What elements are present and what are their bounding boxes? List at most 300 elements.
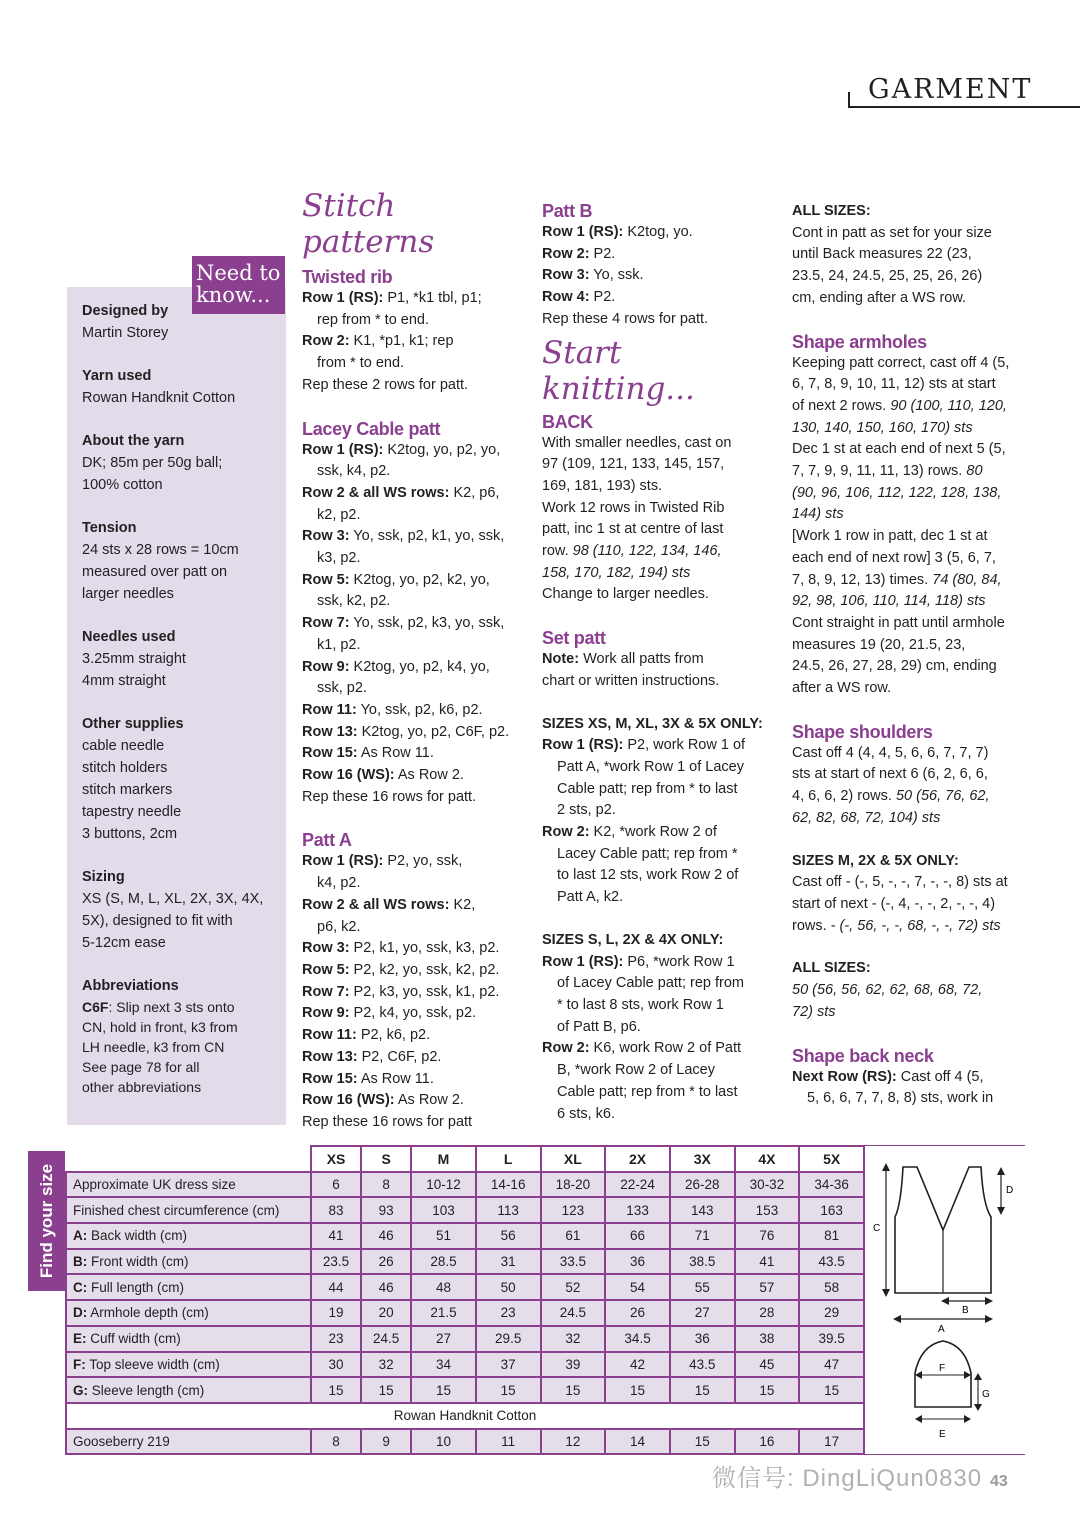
row-label <box>66 1274 311 1300</box>
row-instruction <box>302 1069 527 1091</box>
yarn-name-row <box>66 1403 864 1429</box>
row-text: P2, work Row 1 of <box>623 737 746 754</box>
size-header: L <box>476 1146 541 1172</box>
row-text: P1, *k1 tbl, p1; <box>383 290 482 306</box>
find-your-size-label: Find your size <box>37 1163 56 1279</box>
yarn-name-cell: Rowan Handknit Cotton <box>66 1403 864 1429</box>
row-label <box>66 1352 311 1378</box>
measure-name: Full length (cm) <box>87 1279 185 1295</box>
table-cell: 48 <box>411 1274 476 1300</box>
table-cell: 19 <box>311 1300 361 1326</box>
note-label: Note: <box>542 651 580 668</box>
sizes-heading: SIZES M, 2X & 5X ONLY: <box>792 852 959 869</box>
table-cell: 14 <box>605 1429 670 1455</box>
row-instruction <box>302 722 527 744</box>
row-text: P2, k6, p2. <box>356 1027 431 1044</box>
label-c: C <box>873 1223 881 1234</box>
table-cell: 46 <box>361 1274 411 1300</box>
row-label: Row 4: <box>542 289 590 306</box>
text-line: 169, 181, 193) sts. <box>542 477 663 494</box>
text-line: Cast off 4 (4, 4, 5, 6, 6, 7, 7, 7) <box>792 744 989 761</box>
row-label: Row 9: <box>302 1005 350 1022</box>
table-cell: 163 <box>799 1197 864 1223</box>
text-line: Work 12 rows in Twisted Rib <box>542 499 725 516</box>
size-header: 4X <box>735 1146 800 1172</box>
row-text: As Row 2. <box>394 1092 464 1109</box>
arrow-head <box>964 1371 971 1379</box>
text-line: Cont straight in patt until armhole <box>792 614 1005 631</box>
row-instruction <box>302 982 527 1004</box>
row-continuation: rep from * to end. <box>317 311 430 328</box>
row-continuation: k1, p2. <box>317 636 361 653</box>
table-cell: 34 <box>411 1352 476 1378</box>
abbreviation-line: See page 78 for all <box>82 1059 200 1075</box>
sizes-heading: ALL SIZES: <box>792 203 871 219</box>
text-line <box>792 786 1052 808</box>
measure-key: B: <box>73 1254 88 1270</box>
section-line: XS (S, M, L, XL, 2X, 3X, 4X, <box>82 891 264 907</box>
table-cell: 15 <box>605 1377 670 1403</box>
table-cell: 32 <box>361 1352 411 1378</box>
repeat-note: Rep these 4 rows for patt. <box>542 310 709 327</box>
row-continuation: ssk, k2, p2. <box>317 593 391 610</box>
table-cell: 58 <box>799 1274 864 1300</box>
arrow-head <box>985 1315 993 1323</box>
row-text: K2tog, yo, p2, k2, yo, <box>349 571 490 588</box>
row-instruction <box>302 1003 527 1025</box>
table-cell: 26 <box>605 1300 670 1326</box>
row-text: Yo, ssk, p2, k3, yo, ssk, <box>349 615 505 632</box>
row-label <box>66 1377 311 1403</box>
row-label <box>66 1326 311 1352</box>
page-number: 43 <box>990 1473 1008 1490</box>
text-line: [Work 1 row in patt, dec 1 st at <box>792 528 988 545</box>
section-line: tapestry needle <box>82 804 182 820</box>
row-instruction <box>542 1038 782 1060</box>
text-line <box>792 916 1052 938</box>
table-cell: 11 <box>476 1429 541 1455</box>
row-instruction <box>302 331 527 353</box>
row-text: P2. <box>589 245 616 262</box>
stitch-count: - (-, 56, -, -, 68, -, -, 72) sts <box>830 917 1001 934</box>
row-text: Cast off 4 (5, <box>896 1068 984 1085</box>
section-line: 3 buttons, 2cm <box>82 826 178 842</box>
table-cell: 12 <box>541 1429 606 1455</box>
row-text: K2tog, yo. <box>623 224 693 240</box>
arrow-head <box>882 1163 890 1171</box>
sizes-heading: SIZES S, L, 2X & 4X ONLY: <box>542 931 724 948</box>
size-header-row <box>66 1146 864 1172</box>
measure-name: Top sleeve width (cm) <box>85 1356 220 1372</box>
measure-name: Cuff width (cm) <box>86 1331 181 1347</box>
table-cell: 32 <box>541 1326 606 1352</box>
row-instruction <box>302 570 527 592</box>
row-label: Row 5: <box>302 961 350 978</box>
table-cell: 61 <box>541 1223 606 1249</box>
row-label: Row 1 (RS): <box>302 441 384 458</box>
text-line: 6, 7, 8, 9, 10, 11, 12) sts at start <box>792 376 996 393</box>
text-line: chart or written instructions. <box>542 672 720 689</box>
table-cell: 46 <box>361 1223 411 1249</box>
row-instruction <box>302 657 527 679</box>
stitch-count: 90 (100, 110, 120, <box>890 397 1007 414</box>
table-cell: 34.5 <box>605 1326 670 1352</box>
section-line: 3.25mm straight <box>82 651 186 667</box>
section-heading: Tension <box>82 520 137 536</box>
row-continuation: k3, p2. <box>317 550 361 567</box>
table-cell: 29 <box>799 1300 864 1326</box>
header-corner <box>66 1146 311 1172</box>
row-text: As Row 11. <box>357 745 434 762</box>
measure-key: F: <box>73 1356 86 1372</box>
size-header: 3X <box>670 1146 735 1172</box>
text-line: With smaller needles, cast on <box>542 434 732 451</box>
shape-back-neck-heading: Shape back neck <box>792 1045 934 1066</box>
table-cell: 30-32 <box>735 1172 800 1198</box>
arrow-head <box>893 1315 901 1323</box>
table-cell: 15 <box>361 1377 411 1403</box>
section-line: 5-12cm ease <box>82 935 166 951</box>
row-continuation: Patt A, k2. <box>557 889 624 906</box>
set-patt-heading: Set patt <box>542 628 606 649</box>
section-line: cable needle <box>82 738 165 754</box>
text-line <box>542 541 782 563</box>
size-header: XS <box>311 1146 361 1172</box>
section-line: stitch markers <box>82 782 173 798</box>
table-cell: 41 <box>735 1249 800 1275</box>
row-instruction <box>302 1047 527 1069</box>
need-to-know-panel <box>67 287 286 1125</box>
table-cell: 93 <box>361 1197 411 1223</box>
arrow-head <box>915 1371 922 1379</box>
table-cell: 23 <box>476 1300 541 1326</box>
stitch-count: 50 (56, 76, 62, <box>895 788 990 805</box>
table-cell: 55 <box>670 1274 735 1300</box>
table-cell: 21.5 <box>411 1300 476 1326</box>
row-continuation: of Lacey Cable patt; rep from <box>557 975 744 992</box>
sizes-heading: ALL SIZES: <box>792 960 871 977</box>
table-cell: 17 <box>799 1429 864 1455</box>
shape-shoulders-heading: Shape shoulders <box>792 721 933 742</box>
table-cell: 6 <box>311 1172 361 1198</box>
spacer <box>792 700 1052 721</box>
stitch-count: 50 (56, 56, 62, 62, 68, 68, 72, <box>792 982 983 999</box>
text-line: Cont in patt as set for your size <box>792 224 992 241</box>
text-line: patt, inc 1 st at centre of last <box>542 521 724 538</box>
note-text: Work all patts from <box>579 651 704 668</box>
row-label: Row 16 (WS): <box>302 1092 395 1109</box>
stitch-count: 74 (80, 84, <box>932 571 1002 588</box>
section-line: stitch holders <box>82 760 168 776</box>
table-cell: 10 <box>411 1429 476 1455</box>
wechat-watermark: 微信号: DingLiQun0830 <box>712 1465 983 1492</box>
row-label <box>66 1223 311 1249</box>
row-label: Row 2: <box>542 824 590 841</box>
table-cell: 43.5 <box>670 1352 735 1378</box>
spacer <box>302 808 527 829</box>
sizing-section <box>82 867 286 954</box>
row-label: Row 16 (WS): <box>302 767 395 784</box>
table-cell: 31 <box>476 1249 541 1275</box>
table-cell: 153 <box>735 1197 800 1223</box>
arrow-head <box>985 1297 993 1305</box>
table-cell: 15 <box>799 1377 864 1403</box>
table-cell: 15 <box>670 1377 735 1403</box>
section-line: measured over patt on <box>82 564 228 580</box>
row-text: K2, *work Row 2 of <box>589 824 717 841</box>
text-part: row. <box>542 543 573 560</box>
table-cell: 30 <box>311 1352 361 1378</box>
row-text: P2, k1, yo, ssk, k3, p2. <box>349 940 500 957</box>
stitch-count: 144) sts <box>792 506 844 523</box>
text-line: Change to larger needles. <box>542 586 709 603</box>
back-heading: BACK <box>542 411 593 432</box>
text-line: until Back measures 22 (23, <box>792 246 972 263</box>
row-instruction <box>542 222 782 244</box>
table-cell: 113 <box>476 1197 541 1223</box>
row-continuation: to last 12 sts, work Row 2 of <box>557 867 739 884</box>
row-instruction <box>302 743 527 765</box>
table-cell: 27 <box>670 1300 735 1326</box>
table-row <box>66 1377 864 1403</box>
label-b: B <box>962 1305 969 1316</box>
table-cell: 23.5 <box>311 1249 361 1275</box>
abbr-term: C6F <box>82 999 109 1015</box>
section-line: Rowan Handknit Cotton <box>82 390 236 406</box>
note-line <box>542 649 782 671</box>
table-cell: 29.5 <box>476 1326 541 1352</box>
row-label: Row 15: <box>302 1070 358 1087</box>
text-line: start of next - (-, 4, -, -, 2, -, -, 4) <box>792 895 996 912</box>
table-cell: 51 <box>411 1223 476 1249</box>
row-instruction <box>302 895 527 917</box>
measure-name: Armhole depth (cm) <box>87 1305 209 1321</box>
measure-key: C: <box>73 1279 88 1295</box>
section-line: 24 sts x 28 rows = 10cm <box>82 542 239 558</box>
abbreviation-line <box>82 997 286 1017</box>
row-continuation: Cable patt; rep from * to last <box>557 780 738 797</box>
row-instruction <box>302 483 527 505</box>
sizes-heading: SIZES XS, M, XL, 3X & 5X ONLY: <box>542 715 763 732</box>
section-heading: Abbreviations <box>82 978 179 994</box>
table-cell: 66 <box>605 1223 670 1249</box>
row-label: Row 2: <box>542 1040 590 1057</box>
size-table <box>65 1145 865 1455</box>
row-continuation: B, *work Row 2 of Lacey <box>557 1062 715 1079</box>
table-row <box>66 1197 864 1223</box>
text-line <box>792 570 1052 592</box>
row-label: Row 2 & all WS rows: <box>302 484 450 501</box>
row-text: P2, C6F, p2. <box>357 1048 442 1065</box>
label-e: E <box>939 1429 946 1440</box>
row-label: Row 2: <box>542 245 590 262</box>
row-label: Row 13: <box>302 1048 358 1065</box>
row-continuation: ssk, p2. <box>317 680 367 697</box>
row-text: K2, <box>449 896 476 913</box>
row-text: P2, k4, yo, ssk, p2. <box>349 1005 477 1022</box>
row-text: K6, work Row 2 of Patt <box>589 1040 742 1057</box>
stitch-count: 72) sts <box>792 1003 836 1020</box>
table-cell: 37 <box>476 1352 541 1378</box>
arrow-head <box>997 1167 1005 1175</box>
vest-neckline <box>917 1167 943 1230</box>
row-label: Row 2: <box>302 333 350 350</box>
text-part: 7, 7, 9, 9, 11, 11, 13) rows. <box>792 463 967 480</box>
row-text: P2, k2, yo, ssk, k2, p2. <box>349 961 500 978</box>
table-cell: 10-12 <box>411 1172 476 1198</box>
column-start-knitting <box>542 200 782 1125</box>
text-line: after a WS row. <box>792 680 892 697</box>
measure-name: Sleeve length (cm) <box>88 1382 205 1398</box>
row-text: Yo, ssk, p2, k1, yo, ssk, <box>349 528 505 545</box>
sleeve-outline <box>915 1341 971 1407</box>
row-continuation: of Patt B, p6. <box>557 1018 641 1035</box>
section-heading: Needles used <box>82 629 176 645</box>
table-cell: 33.5 <box>541 1249 606 1275</box>
repeat-note: Rep these 16 rows for patt <box>302 1113 473 1130</box>
table-cell: 38.5 <box>670 1249 735 1275</box>
twisted-rib-heading: Twisted rib <box>302 267 393 287</box>
table-cell: 15 <box>311 1377 361 1403</box>
table-cell: 28.5 <box>411 1249 476 1275</box>
arrow-head <box>974 1404 982 1411</box>
row-label: Approximate UK dress size <box>66 1172 311 1198</box>
row-text: P2, yo, ssk, <box>383 853 463 870</box>
table-row <box>66 1326 864 1352</box>
section-heading: About the yarn <box>82 433 185 449</box>
table-cell: 9 <box>361 1429 411 1455</box>
needles-section <box>82 627 286 692</box>
row-instruction <box>302 960 527 982</box>
size-header: XL <box>541 1146 606 1172</box>
table-cell: 57 <box>735 1274 800 1300</box>
spacer <box>542 693 782 714</box>
shape-armholes-heading: Shape armholes <box>792 331 927 352</box>
row-instruction <box>302 700 527 722</box>
table-cell: 15 <box>541 1377 606 1403</box>
shade-row <box>66 1429 864 1455</box>
row-label: Row 11: <box>302 701 357 718</box>
row-instruction <box>542 735 782 757</box>
stitch-count: 80 <box>966 463 983 480</box>
text-line <box>792 461 1052 483</box>
table-cell: 8 <box>311 1429 361 1455</box>
table-row <box>66 1249 864 1275</box>
table-row <box>66 1274 864 1300</box>
spacer <box>792 937 1052 958</box>
row-text: P2, k3, yo, ssk, k1, p2. <box>349 983 500 1000</box>
abbr-def: : Slip next 3 sts onto <box>108 999 235 1015</box>
table-cell: 34-36 <box>799 1172 864 1198</box>
row-text: As Row 2. <box>394 767 464 784</box>
stitch-count: 62, 82, 68, 72, 104) sts <box>792 809 941 826</box>
table-cell: 15 <box>670 1429 735 1455</box>
abbreviation-line: CN, hold in front, k3 from <box>82 1019 238 1035</box>
section-heading: Other supplies <box>82 716 184 732</box>
row-text: K2, p6, <box>449 484 500 501</box>
label-d: D <box>1006 1185 1014 1196</box>
row-instruction <box>542 244 782 266</box>
repeat-note: Rep these 2 rows for patt. <box>302 376 469 393</box>
spacer <box>542 909 782 930</box>
row-continuation: 6 sts, k6. <box>557 1105 616 1122</box>
table-cell: 43.5 <box>799 1249 864 1275</box>
text-line: 97 (109, 121, 133, 145, 157, <box>542 456 725 473</box>
table-cell: 52 <box>541 1274 606 1300</box>
row-instruction <box>302 1025 527 1047</box>
row-instruction <box>302 440 527 462</box>
table-cell: 24.5 <box>361 1326 411 1352</box>
row-label: Row 3: <box>302 528 350 545</box>
label-f: F <box>939 1363 946 1374</box>
patt-a-heading: Patt A <box>302 830 352 851</box>
row-instruction <box>302 938 527 960</box>
table-row <box>66 1172 864 1198</box>
section-line: 100% cotton <box>82 477 163 493</box>
text-line: each end of next row] 3 (5, 6, 7, <box>792 549 996 566</box>
row-label: Row 2 & all WS rows: <box>302 896 450 913</box>
table-cell: 103 <box>411 1197 476 1223</box>
table-cell: 27 <box>411 1326 476 1352</box>
row-label <box>66 1249 311 1275</box>
stitch-patterns-title: Stitch patterns <box>302 188 435 260</box>
row-instruction <box>792 1067 1052 1089</box>
section-heading: Yarn used <box>82 368 152 384</box>
header-rule <box>848 106 1080 108</box>
table-row <box>66 1352 864 1378</box>
row-continuation: ssk, k4, p2. <box>317 463 391 480</box>
table-cell: 18-20 <box>541 1172 606 1198</box>
row-instruction <box>302 1090 527 1112</box>
spacer <box>792 310 1052 331</box>
column-stitch-patterns <box>302 188 527 1134</box>
row-label: Next Row (RS): <box>792 1068 897 1085</box>
section-heading: Designed by <box>82 303 169 319</box>
arrow-head <box>964 1415 971 1423</box>
row-instruction <box>302 613 527 635</box>
table-cell: 36 <box>605 1249 670 1275</box>
row-instruction <box>542 952 782 974</box>
row-continuation: k2, p2. <box>317 506 361 523</box>
table-cell: 22-24 <box>605 1172 670 1198</box>
repeat-note: Rep these 16 rows for patt. <box>302 788 477 805</box>
measure-key: E: <box>73 1331 87 1347</box>
text-line: sts at start of next 6 (6, 2, 6, 6, <box>792 766 988 783</box>
abbreviation-line: other abbreviations <box>82 1079 202 1095</box>
row-text: Yo, ssk, p2, k6, p2. <box>356 701 483 718</box>
spacer <box>792 1024 1052 1045</box>
label-a: A <box>938 1324 945 1335</box>
row-instruction <box>542 287 782 309</box>
start-knitting-title: Start knitting... <box>542 334 695 407</box>
row-text: K1, *p1, k1; rep <box>349 333 454 350</box>
table-cell: 123 <box>541 1197 606 1223</box>
row-label: Row 15: <box>302 745 358 762</box>
text-part: 7, 8, 9, 12, 13) times. <box>792 571 933 588</box>
yarn-used-section <box>82 366 286 409</box>
row-continuation: 2 sts, p2. <box>557 802 616 819</box>
table-cell: 26 <box>361 1249 411 1275</box>
table-row <box>66 1223 864 1249</box>
row-label: Row 3: <box>542 267 590 284</box>
arrow-head <box>997 1207 1005 1215</box>
table-cell: 15 <box>735 1377 800 1403</box>
abbreviations-section <box>82 976 286 1097</box>
table-cell: 14-16 <box>476 1172 541 1198</box>
table-cell: 39.5 <box>799 1326 864 1352</box>
tension-section <box>82 518 286 605</box>
row-continuation: from * to end. <box>317 355 405 372</box>
